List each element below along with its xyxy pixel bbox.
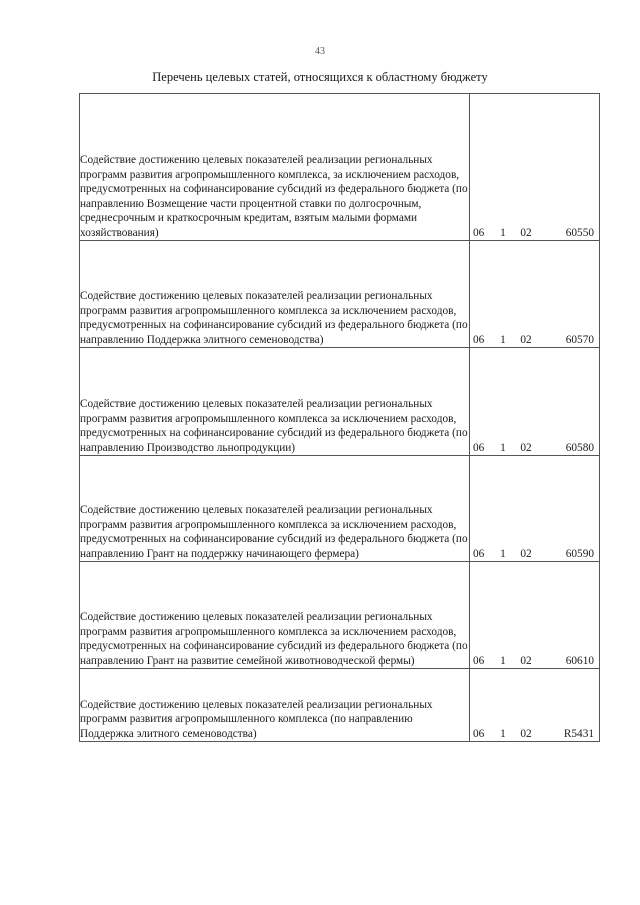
- code-program: 06: [473, 226, 485, 239]
- table-row: [80, 562, 600, 669]
- table-row: [80, 348, 600, 456]
- target-articles-table: [79, 93, 600, 742]
- table-row: [80, 241, 600, 348]
- row-description: Содействие достижению целевых показателей реализации региональных программ развития агропромышленного комплекса за исключением расходов, предусмотренных на софинансирование субсидий из федерального бюджета (по направлению Производство льнопродукции): [80, 348, 470, 456]
- code-activity: 02: [520, 727, 532, 740]
- code-activity: 02: [520, 441, 532, 454]
- code-program: 06: [473, 333, 485, 346]
- code-direction: 60550: [565, 226, 594, 239]
- row-description: Содействие достижению целевых показателей реализации региональных программ развития агропромышленного комплекса (по направлению Поддержка элитного семеноводства): [80, 669, 470, 742]
- code-direction: 60590: [565, 547, 594, 560]
- row-description: Содействие достижению целевых показателей реализации региональных программ развития агропромышленного комплекса за исключением расходов, предусмотренных на софинансирование субсидий из федерального бюджета (по направлению Грант на развитие семейной животноводческой фермы): [80, 562, 470, 669]
- code-program: 06: [473, 727, 485, 740]
- table-row: [80, 456, 600, 562]
- row-description: Содействие достижению целевых показателей реализации региональных программ развития агропромышленного комплекса за исключением расходов, предусмотренных на софинансирование субсидий из федерального бюджета (по направлению Поддержка элитного семеноводства): [80, 241, 470, 348]
- code-activity: 02: [520, 547, 532, 560]
- row-description: Содействие достижению целевых показателей реализации региональных программ развития агропромышленного комплекса за исключением расходов, предусмотренных на софинансирование субсидий из федерального бюджета (по направлению Грант на поддержку начинающего фермера): [80, 456, 470, 562]
- code-subprogram: 1: [500, 333, 506, 346]
- row-codes: [470, 669, 600, 742]
- row-codes: [470, 241, 600, 348]
- code-subprogram: 1: [500, 441, 506, 454]
- page-number: 43: [315, 46, 325, 57]
- code-direction: 60570: [565, 333, 594, 346]
- code-direction: 60610: [565, 654, 594, 667]
- code-direction: 60580: [565, 441, 594, 454]
- code-subprogram: 1: [500, 654, 506, 667]
- code-activity: 02: [520, 333, 532, 346]
- table-row: [80, 669, 600, 742]
- code-subprogram: 1: [500, 547, 506, 560]
- code-program: 06: [473, 547, 485, 560]
- code-subprogram: 1: [500, 727, 506, 740]
- code-program: 06: [473, 441, 485, 454]
- code-activity: 02: [520, 654, 532, 667]
- row-codes: [470, 348, 600, 456]
- table-row: [80, 94, 600, 241]
- code-program: 06: [473, 654, 485, 667]
- code-subprogram: 1: [500, 226, 506, 239]
- code-direction: R5431: [563, 727, 594, 740]
- row-codes: [470, 94, 600, 241]
- row-description: Содействие достижению целевых показателей реализации региональных программ развития агропромышленного комплекса, за исключением расходов, предусмотренных на софинансирование субсидий из федерального бюджета (по направлению Возмещение части процентной ставки по долгосрочным, среднесрочным и краткосрочным кредитам, взятым малыми формами хозяйствования): [80, 94, 470, 241]
- row-codes: [470, 456, 600, 562]
- page-title: Перечень целевых статей, относящихся к областному бюджету: [152, 70, 488, 84]
- row-codes: [470, 562, 600, 669]
- code-activity: 02: [520, 226, 532, 239]
